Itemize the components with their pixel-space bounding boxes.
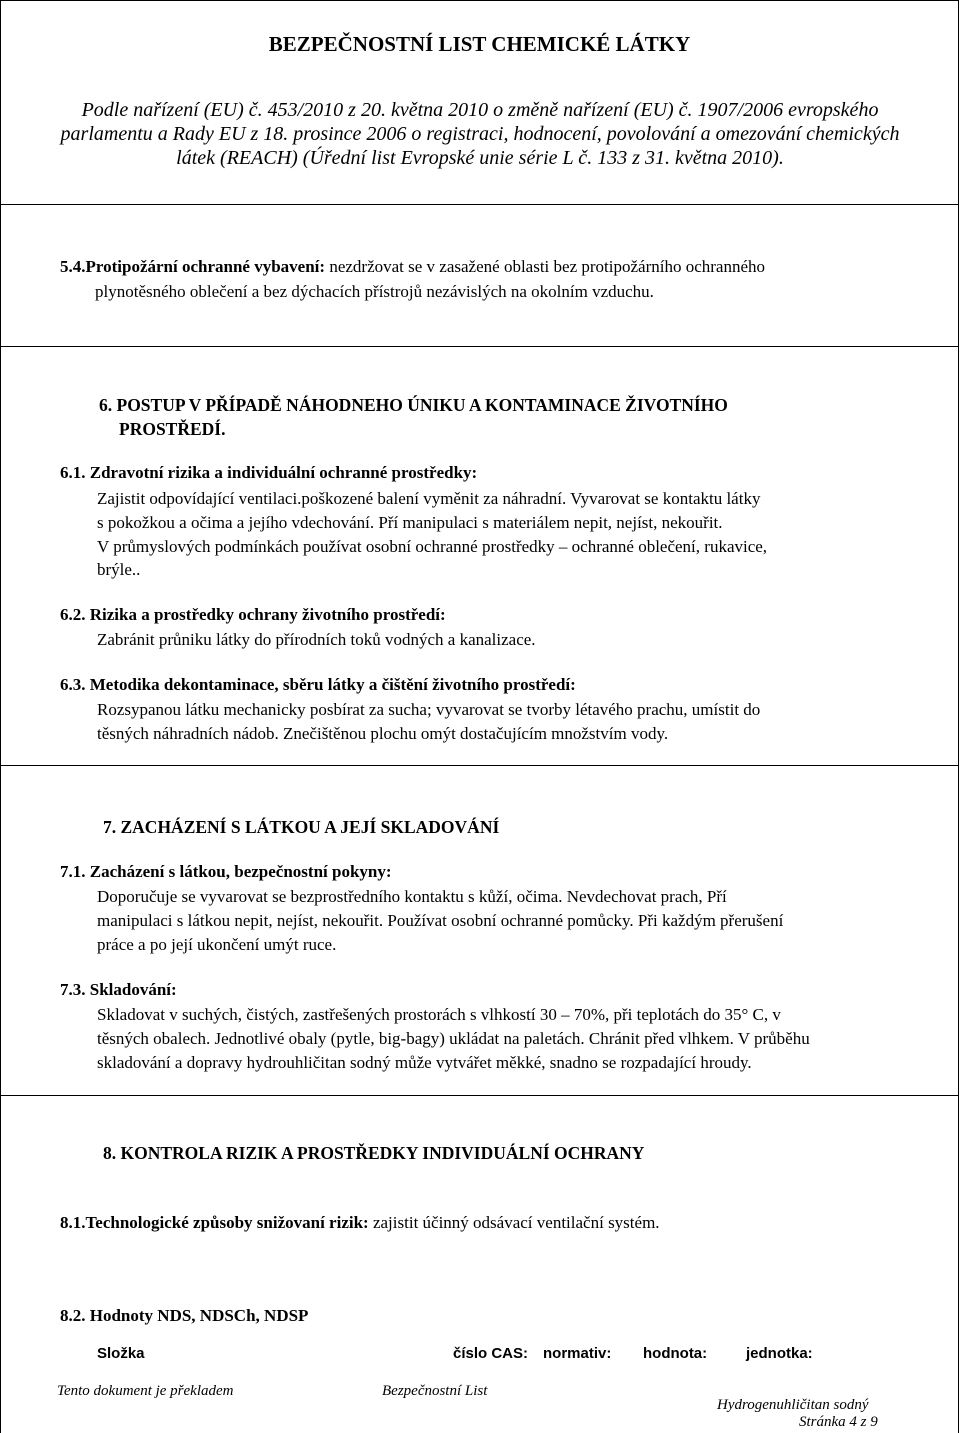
footer-translation-note: Tento dokument je překladem <box>57 1383 234 1399</box>
item-7-1-text: manipulaci s látkou nepit, nejíst, nekouřit. Používat osobní ochranné pomůcky. Při každým přerušení <box>97 911 784 930</box>
item-6-3-number: 6.3. <box>60 675 86 694</box>
item-6-1-label: Zdravotní rizika a individuální ochranné prostředky: <box>89 463 478 482</box>
regulation-reference <box>30 98 930 170</box>
table-header-cas: číslo CAS: <box>453 1345 529 1362</box>
item-7-3-heading <box>60 980 177 1000</box>
item-8-1-text: zajistit účinný odsávací ventilační systém. <box>368 1213 660 1232</box>
section-7-heading: 7. ZACHÁZENÍ S LÁTKOU A JEJÍ SKLADOVÁNÍ <box>103 817 500 837</box>
item-7-3-number: 7.3. <box>60 980 86 999</box>
footer-page-number: Stránka 4 z 9 <box>799 1414 878 1430</box>
section-6-heading-cont: PROSTŘEDÍ. <box>119 419 226 439</box>
footer-document-type: Bezpečnostní List <box>382 1383 488 1399</box>
item-6-1-text: Zajistit odpovídající ventilaci.poškozené balení vyměnit za náhradní. Vyvarovat se kontaktu látky <box>97 489 761 508</box>
table-header-value: hodnota: <box>643 1345 708 1362</box>
item-5-4-text-cont: plynotěsného oblečení a bez dýchacích přístrojů nezávislých na okolním vzduchu. <box>95 282 654 301</box>
item-6-2-number: 6.2. <box>60 605 86 624</box>
section-8-heading: 8. KONTROLA RIZIK A PROSTŘEDKY INDIVIDUÁLNÍ OCHRANY <box>103 1143 645 1163</box>
regulation-line: Podle nařízení (EU) č. 453/2010 z 20. května 2010 o změně nařízení (EU) č. 1907/2006 evropského <box>81 99 879 121</box>
table-header-normative: normativ: <box>543 1345 612 1362</box>
item-5-4-label: Protipožární ochranné vybavení: <box>85 257 326 276</box>
item-5-4-text: nezdržovat se v zasažené oblasti bez protipožárního ochranného <box>325 257 765 276</box>
item-6-1-text: brýle.. <box>97 560 141 579</box>
item-7-3-text: Skladovat v suchých, čistých, zastřešených prostorách s vlhkostí 30 – 70%, při teplotách do 35° C, v <box>97 1005 781 1024</box>
item-6-1-heading <box>60 463 477 483</box>
item-7-1-label: Zacházení s látkou, bezpečnostní pokyny: <box>89 862 392 881</box>
item-8-2-label: Hodnoty NDS, NDSCh, NDSP <box>89 1306 309 1325</box>
table-header-component: Složka <box>97 1345 145 1362</box>
item-8-1-line <box>60 1213 660 1233</box>
item-5-4-number: 5.4. <box>60 257 86 276</box>
item-7-3-text: skladování a dopravy hydrouhličitan sodný může vytvářet měkké, snadno se rozpadající hroudy. <box>97 1053 752 1072</box>
item-7-1-text: práce a po její ukončení umýt ruce. <box>97 935 337 954</box>
item-8-2-heading <box>60 1306 308 1326</box>
item-8-2-number: 8.2. <box>60 1306 86 1325</box>
item-8-1-number: 8.1. <box>60 1213 86 1232</box>
item-6-3-text: Rozsypanou látku mechanicky posbírat za sucha; vyvarovat se tvorby létavého prachu, umístit do <box>97 700 761 719</box>
regulation-line: látek (REACH) (Úřední list Evropské unie série L č. 133 z 31. května 2010). <box>176 147 784 169</box>
item-5-4-line <box>60 257 765 277</box>
item-6-2-text: Zabránit průniku látky do přírodních toků vodných a kanalizace. <box>97 630 536 649</box>
item-6-2-heading <box>60 605 446 625</box>
document-title: BEZPEČNOSTNÍ LIST CHEMICKÉ LÁTKY <box>268 32 691 56</box>
regulation-line: parlamentu a Rady EU z 18. prosince 2006 o registraci, hodnocení, povolování a omezování chemických <box>60 123 900 145</box>
item-7-1-heading <box>60 862 392 882</box>
item-7-1-number: 7.1. <box>60 862 86 881</box>
item-6-3-heading <box>60 675 576 695</box>
footer-substance-name: Hydrogenuhličitan sodný <box>717 1397 869 1413</box>
item-6-1-text: s pokožkou a očima a jejího vdechování. Pří manipulaci s materiálem nepit, nejíst, nekouřit. <box>97 513 723 532</box>
section-6-heading: 6. POSTUP V PŘÍPADĚ NÁHODNEHO ÚNIKU A KONTAMINACE ŽIVOTNÍHO <box>99 395 728 415</box>
item-6-1-text: V průmyslových podmínkách používat osobní ochranné prostředky – ochranné oblečení, rukavice, <box>97 537 768 556</box>
item-8-1-label: Technologické způsoby snižovaní rizik: <box>85 1213 369 1232</box>
item-7-1-text: Doporučuje se vyvarovat se bezprostředního kontaktu s kůží, očima. Nevdechovat prach, Pří <box>97 887 727 906</box>
item-6-2-label: Rizika a prostředky ochrany životního prostředí: <box>89 605 446 624</box>
item-7-3-label: Skladování: <box>89 980 177 999</box>
item-6-3-text: těsných náhradních nádob. Znečištěnou plochu omýt dostačujícím množstvím vody. <box>97 724 669 743</box>
item-7-3-text: těsných obalech. Jednotlivé obaly (pytle, big-bagy) ukládat na paletách. Chránit před vlhkem. V průběhu <box>97 1029 810 1048</box>
item-6-1-number: 6.1. <box>60 463 86 482</box>
item-6-3-label: Metodika dekontaminace, sběru látky a čištění životního prostředí: <box>89 675 576 694</box>
table-header-unit: jednotka: <box>746 1345 813 1362</box>
